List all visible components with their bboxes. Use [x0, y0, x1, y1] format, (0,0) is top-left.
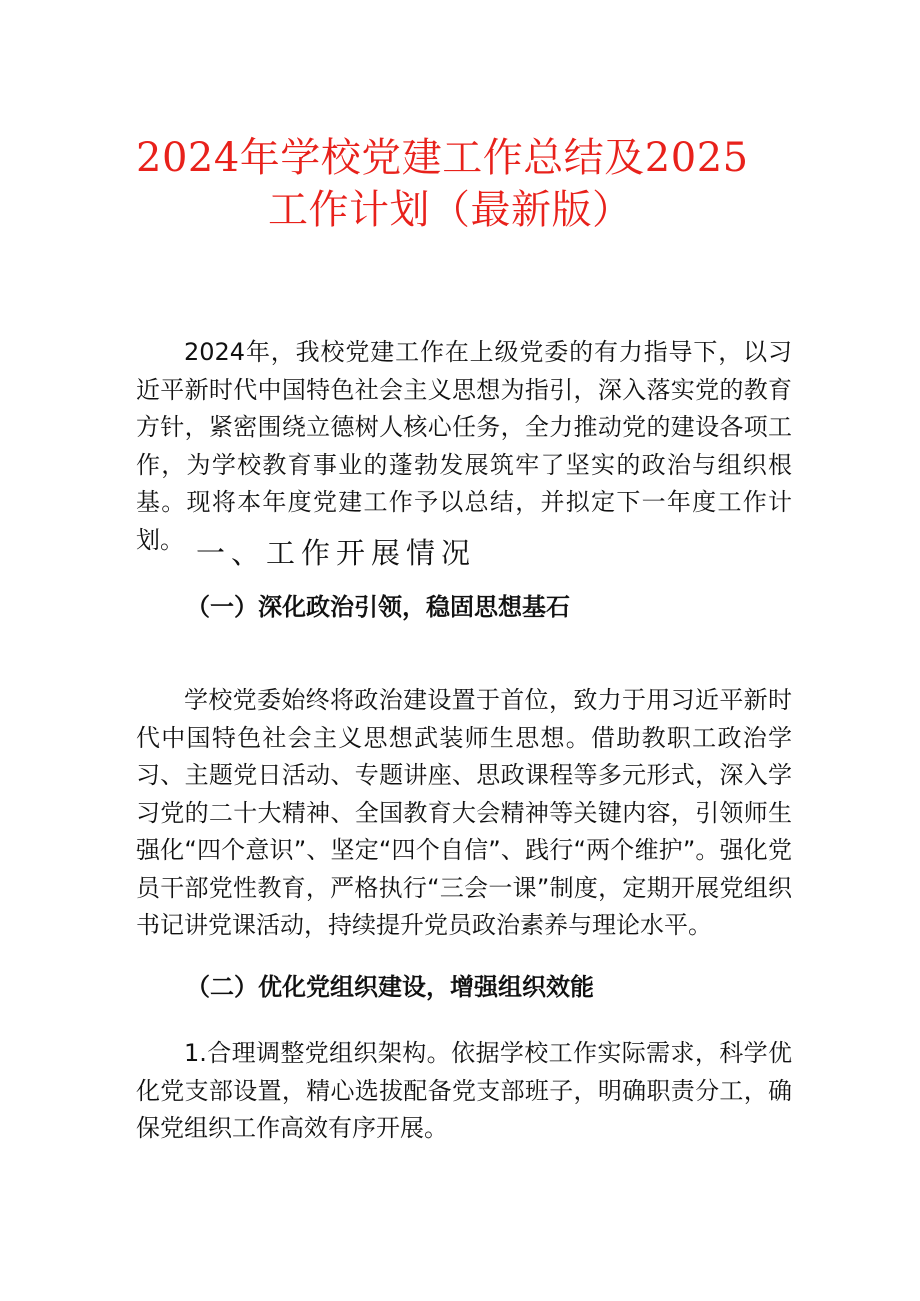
document-title-line-2: 工作计划（最新版）: [268, 187, 633, 233]
subsection-2-item-1: 1.合理调整党组织架构。依据学校工作实际需求，科学优化党支部设置，精心选拔配备党支部班子，明确职责分工，确保党组织工作高效有序开展。: [136, 1039, 792, 1142]
intro-paragraph: 2024年，我校党建工作在上级党委的有力指导下，以习近平新时代中国特色社会主义思想为指引，深入落实党的教育方针，紧密围绕立德树人核心任务，全力推动党的建设各项工作，为学校教育事业的蓬勃发展筑牢了坚实的政治与组织根基。现将本年度党建工作予以总结，并拟定下一年度工作计划。: [136, 338, 792, 554]
document-title-line-1: 2024年学校党建工作总结及2025: [136, 135, 749, 181]
subsection-heading-2: （二）优化党组织建设，增强组织效能: [186, 973, 594, 1001]
subsection-1-paragraph: 学校党委始终将政治建设置于首位，致力于用习近平新时代中国特色社会主义思想武装师生思想。借助教职工政治学习、主题党日活动、专题讲座、思政课程等多元形式，深入学习党的二十大精神、全国教育大会精神等关键内容，引领师生强化“四个意识”、坚定“四个自信”、践行“两个维护”。强化党员干部党性教育，严格执行“三会一课”制度，定期开展党组织书记讲党课活动，持续提升党员政治素养与理论水平。: [136, 686, 792, 939]
subsection-heading-1: （一）深化政治引领，稳固思想基石: [186, 593, 570, 621]
section-heading: 一、工作开展情况: [196, 536, 477, 570]
